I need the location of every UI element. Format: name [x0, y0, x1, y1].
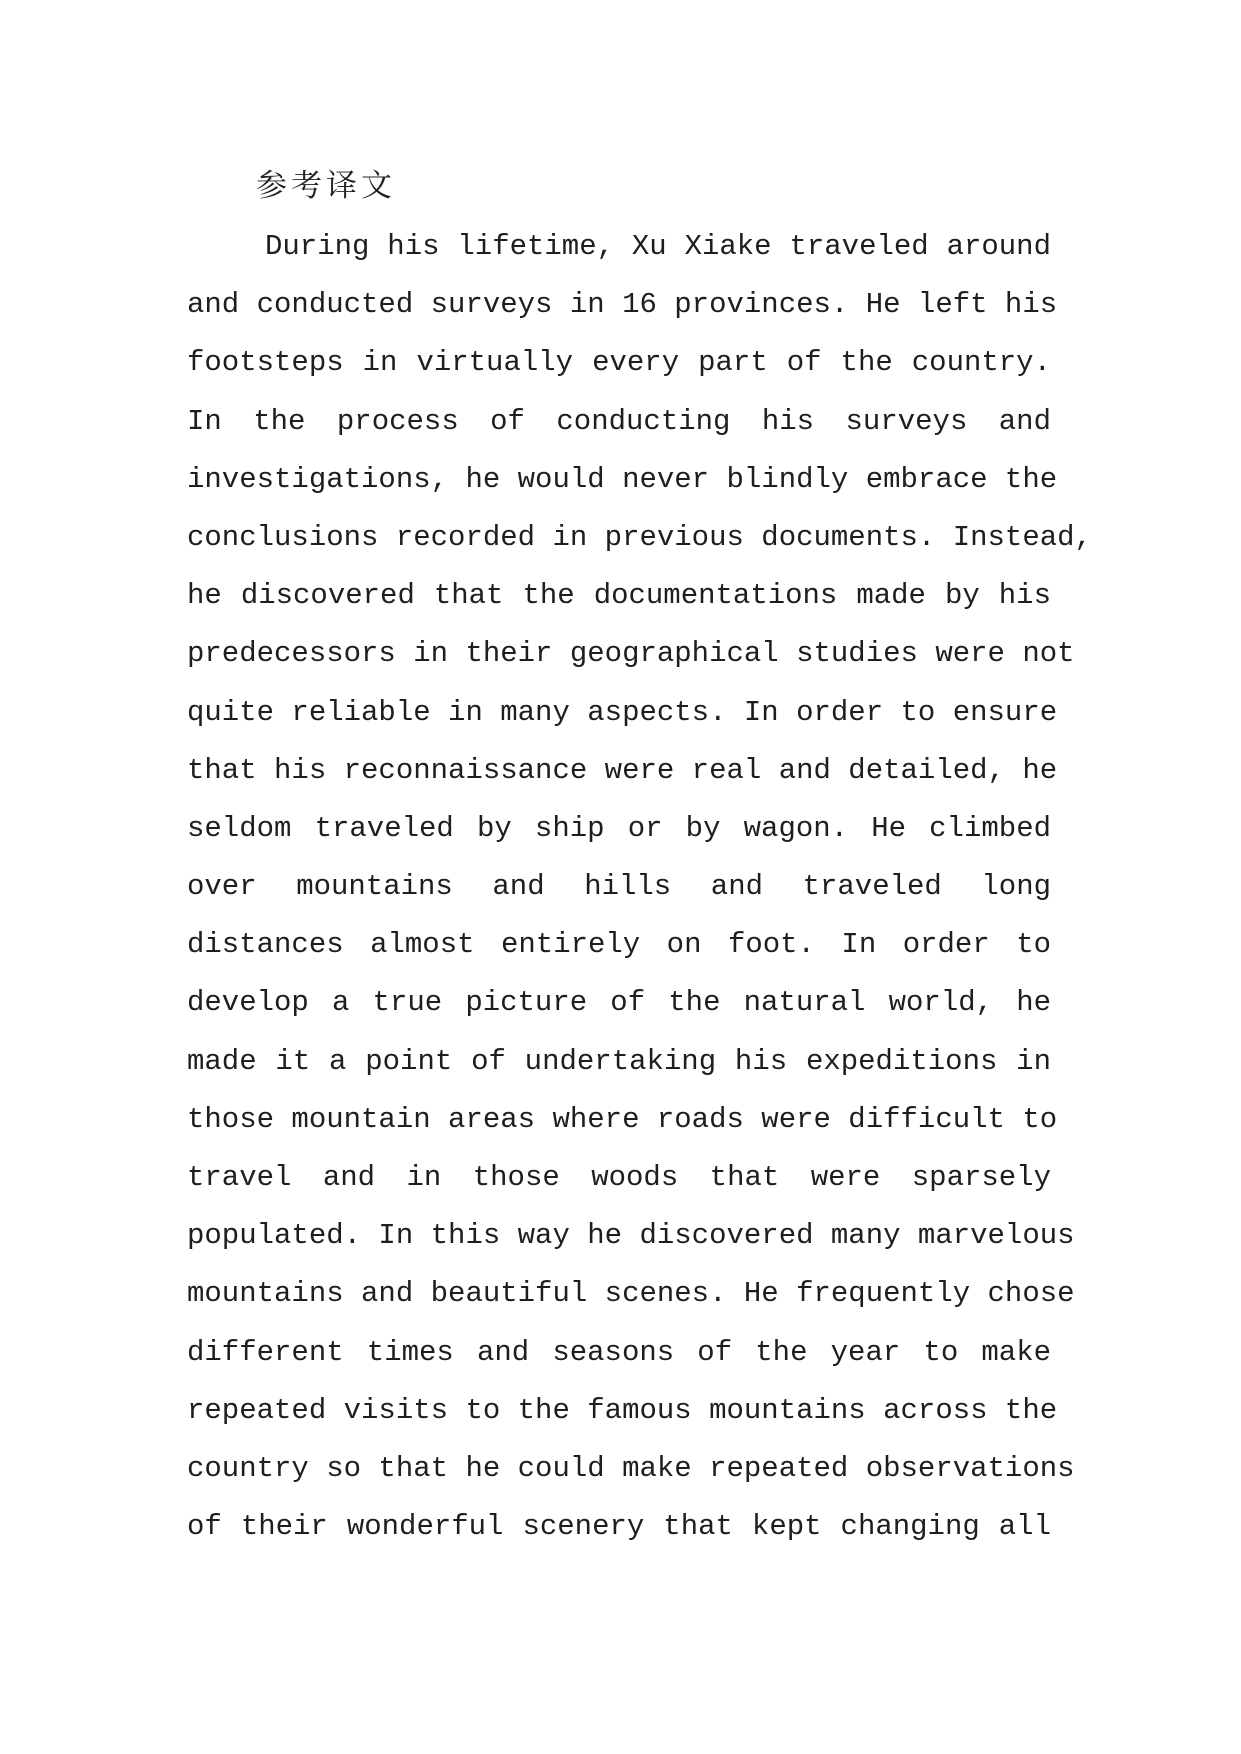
paragraph-line: repeated visits to the famous mountains across the	[187, 1393, 1058, 1427]
paragraph-line: over mountains and hills and traveled long	[187, 870, 1051, 904]
paragraph-line: develop a true picture of the natural world, he	[187, 986, 1051, 1020]
paragraph-line: he discovered that the documentations made by his	[187, 579, 1051, 613]
paragraph-line: of their wonderful scenery that kept changing all	[187, 1510, 1051, 1544]
paragraph-line: investigations, he would never blindly embrace the	[187, 462, 1058, 496]
paragraph-line: those mountain areas where roads were difficult to	[187, 1102, 1058, 1136]
paragraph-line: different times and seasons of the year to make	[187, 1335, 1051, 1369]
paragraph-line: distances almost entirely on foot. In order to	[187, 928, 1051, 962]
paragraph-line: populated. In this way he discovered many marvelous	[187, 1219, 1075, 1253]
paragraph-line: quite reliable in many aspects. In order to ensure	[187, 695, 1058, 729]
paragraph-line: mountains and beautiful scenes. He frequently chose	[187, 1277, 1075, 1311]
paragraph-line: travel and in those woods that were sparsely	[187, 1161, 1051, 1194]
paragraph-line: and conducted surveys in 16 provinces. He left his	[187, 288, 1058, 322]
paragraph-line: predecessors in their geographical studies were not	[187, 637, 1075, 671]
paragraph-line: During his lifetime, Xu Xiake traveled around	[265, 230, 1051, 263]
translation-paragraph	[187, 218, 1092, 1556]
paragraph-line: made it a point of undertaking his expeditions in	[187, 1044, 1051, 1078]
paragraph-line: country so that he could make repeated observations	[187, 1451, 1075, 1485]
paragraph-line: footsteps in virtually every part of the country.	[187, 346, 1051, 380]
paragraph-line: In the process of conducting his surveys and	[187, 404, 1051, 438]
paragraph-line: seldom traveled by ship or by wagon. He climbed	[187, 811, 1051, 845]
section-heading: 参考译文	[256, 168, 396, 204]
paragraph-line: conclusions recorded in previous documents. Instead,	[187, 520, 1092, 554]
paragraph-line: that his reconnaissance were real and detailed, he	[187, 753, 1058, 787]
